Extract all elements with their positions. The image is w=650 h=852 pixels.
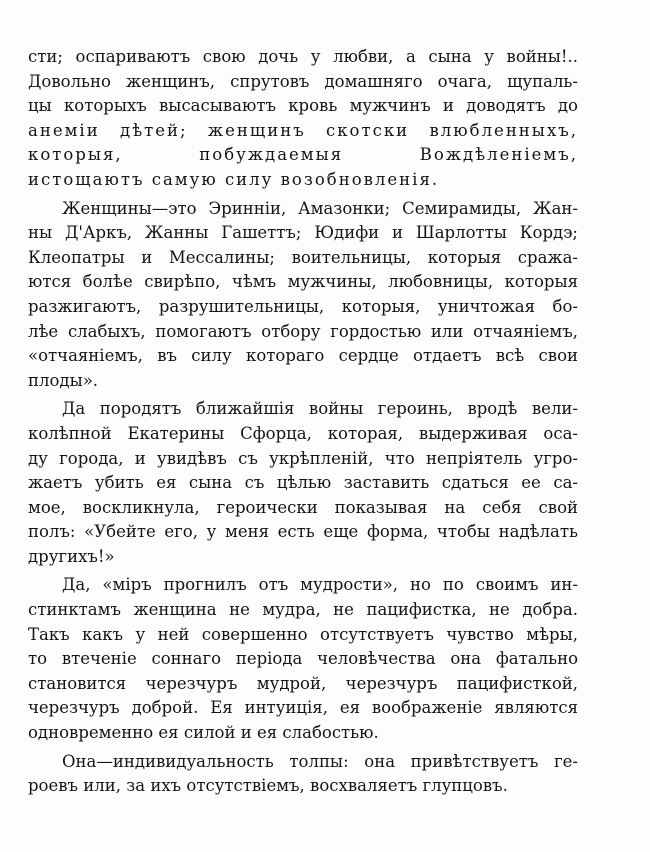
text-line: Такъ какъ у ней совершенно отсутствуетъ чувство мѣры,: [28, 624, 578, 644]
text-line: жаетъ убить ея сына съ цѣлью заставить сдаться ее са-: [28, 473, 578, 493]
paragraph-5: [28, 750, 578, 799]
paragraph-2: [28, 197, 578, 394]
text-line: роевъ или, за ихъ отсутствіемъ, восхваляетъ глупцовъ.: [28, 776, 508, 796]
text-line: Да породятъ ближайшія войны героинь, вродѣ вели-: [62, 399, 578, 419]
text-line: Клеопатры и Мессалины; воительницы, которыя сража-: [28, 247, 578, 267]
text-line: которыя, побуждаемыя Вождѣленіемъ,: [28, 145, 578, 165]
paragraph-3: [28, 397, 578, 569]
text-line: плоды».: [28, 370, 99, 390]
text-line: ду города, и увидѣвъ съ укрѣпленій, что непріятель угро-: [28, 448, 578, 468]
text-line: Женщины—это Эринніи, Амазонки; Семирамиды, Жан-: [62, 198, 578, 218]
text-line: другихъ!»: [28, 546, 115, 566]
text-line: «отчаяніемъ, въ силу котораго сердце отдаетъ всѣ свои: [28, 346, 578, 366]
text-line: анеміи дѣтей; женщинъ скотски влюбленныхъ,: [28, 120, 578, 140]
text-line: лѣе слабыхъ, помогаютъ отбору гордостью или отчаяніемъ,: [28, 321, 578, 341]
text-line: черезчуръ доброй. Ея интуиція, ея воображеніе являются: [28, 698, 578, 718]
text-line: цы которыхъ высасываютъ кровь мужчинъ и доводятъ до: [28, 96, 578, 116]
text-line: то втеченіе соннаго періода человѣчества она фатально: [28, 649, 578, 669]
text-line: разжигаютъ, разрушительницы, которыя, уничтожая бо-: [28, 296, 578, 316]
text-line: Она—индивидуальность толпы: она привѣтствуетъ ге-: [62, 751, 578, 771]
text-line: мое, воскликнула, героически показывая на себя свой: [28, 497, 578, 517]
paragraph-1: [28, 45, 578, 193]
text-line: полъ: «Убейте его, у меня есть еще форма, чтобы надѣлать: [28, 522, 578, 542]
text-line: ны Д'Аркъ, Жанны Гашеттъ; Юдифи и Шарлотты Кордэ;: [28, 223, 578, 243]
text-line: Довольно женщинъ, спрутовъ домашняго очага, щупаль-: [28, 71, 578, 91]
text-line: стинктамъ женщина не мудра, не пацифистка, не добра.: [28, 600, 578, 620]
paragraph-4: [28, 573, 578, 745]
text-line: истощаютъ самую силу возобновленія.: [28, 169, 440, 189]
text-line: одновременно ея силой и ея слабостью.: [28, 723, 379, 743]
text-line: ются болѣе свирѣпо, чѣмъ мужчины, любовницы, которыя: [28, 272, 578, 292]
page-text: [28, 45, 578, 799]
text-line: колѣпной Екатерины Сфорца, которая, выдерживая оса-: [28, 423, 578, 443]
text-line: становится черезчуръ мудрой, черезчуръ пацифисткой,: [28, 673, 578, 693]
text-line: сти; оспариваютъ свою дочь у любви, а сына у войны!..: [28, 47, 578, 66]
text-line: Да, «міръ прогнилъ отъ мудрости», но по своимъ ин-: [62, 575, 578, 595]
